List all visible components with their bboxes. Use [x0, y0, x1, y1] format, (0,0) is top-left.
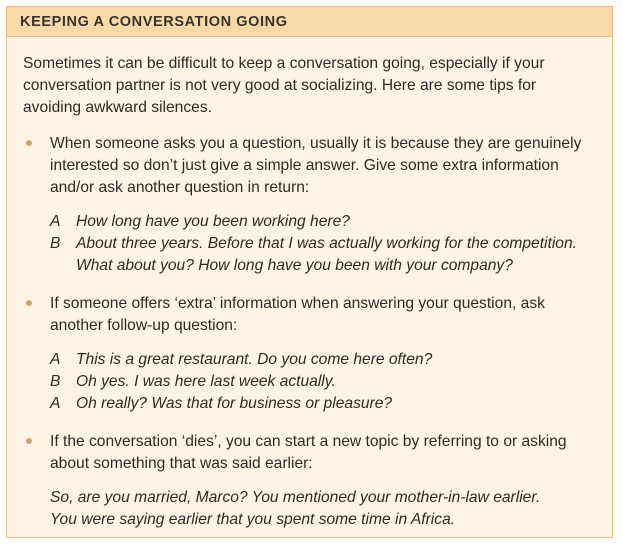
dialogue-line: [50, 371, 596, 393]
tip-text: If the conversation ‘dies’, you can start a new topic by referring to or asking about something that was said earlier:: [50, 433, 567, 472]
speaker-label: B: [50, 235, 61, 252]
dialogue-line: [50, 393, 596, 415]
tip-2: [23, 293, 596, 415]
tips-box: [6, 6, 613, 538]
bullet-icon: [26, 300, 32, 306]
dialogue-line: [50, 233, 596, 277]
box-content: [7, 37, 612, 531]
dialogue: [50, 211, 596, 277]
dialogue-text: About three years. Before that I was actually working for the competition. What about you? How long have you been with your company?: [76, 235, 577, 274]
speaker-label: B: [50, 373, 61, 390]
example-line: You were saying earlier that you spent some time in Africa.: [50, 511, 456, 528]
tip-text: When someone asks you a question, usually it is because they are genuinely interested so don’t just give a simple answer. Give some extra information and/or ask another question in return:: [50, 135, 582, 196]
dialogue-line: [50, 349, 596, 371]
dialogue-text: Oh really? Was that for business or pleasure?: [76, 395, 393, 412]
example-quotes: [50, 487, 596, 531]
bullet-icon: [26, 140, 32, 146]
dialogue-line: [50, 211, 596, 233]
tip-3: [23, 431, 596, 531]
example-line: So, are you married, Marco? You mentioned your mother-in-law earlier.: [50, 489, 541, 506]
tip-text: If someone offers ‘extra’ information when answering your question, ask another follow-up question:: [50, 295, 545, 334]
speaker-label: A: [50, 395, 61, 412]
box-title: KEEPING A CONVERSATION GOING: [7, 7, 612, 37]
bullet-icon: [26, 438, 32, 444]
speaker-label: A: [50, 213, 61, 230]
dialogue-text: How long have you been working here?: [76, 213, 350, 230]
intro-paragraph: Sometimes it can be difficult to keep a conversation going, especially if your conversation partner is not very good at socializing. Here are some tips for avoiding awkward silences.: [23, 55, 545, 116]
dialogue-text: Oh yes. I was here last week actually.: [76, 373, 336, 390]
speaker-label: A: [50, 351, 61, 368]
dialogue: [50, 349, 596, 415]
tip-1: [23, 133, 596, 277]
dialogue-text: This is a great restaurant. Do you come here often?: [76, 351, 433, 368]
